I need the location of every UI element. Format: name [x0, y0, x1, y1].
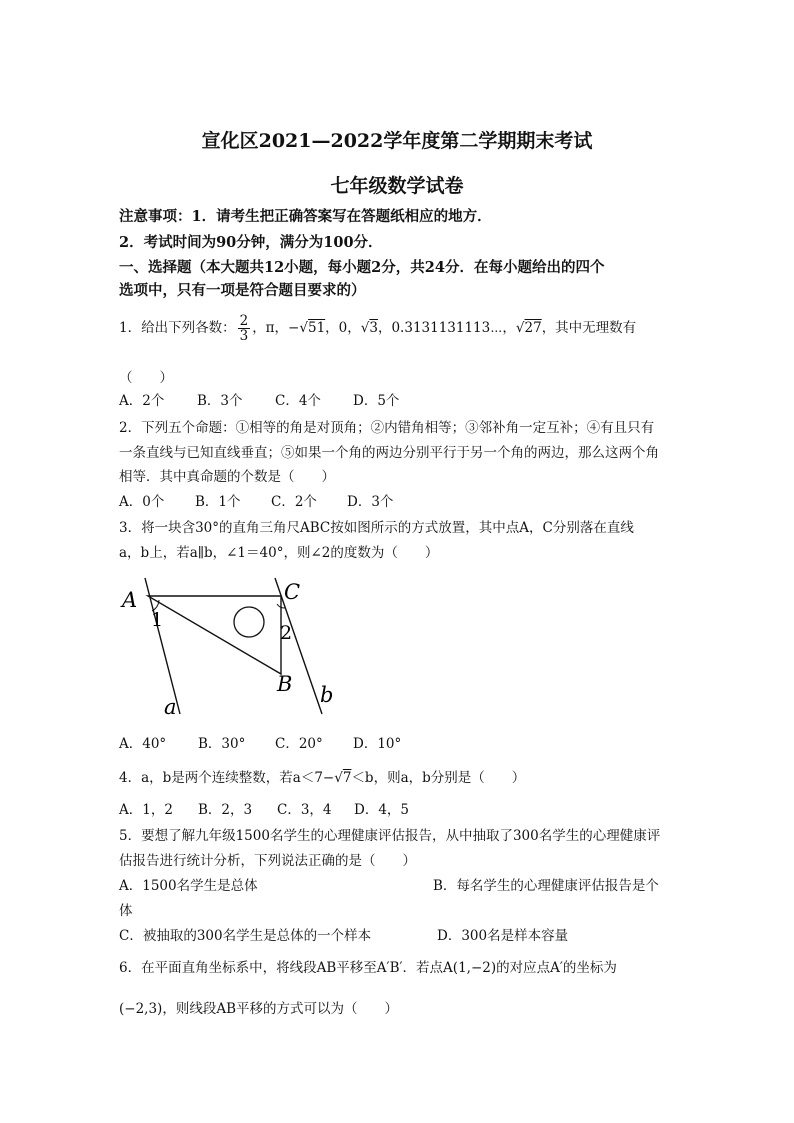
q4-option-b: B．2，3 [198, 802, 253, 818]
section-heading-line-1: 一、选择题（本大题共12小题，每小题2分，共24分．在每小题给出的四个 [119, 259, 605, 276]
q1-option-d: D．5个 [353, 393, 400, 409]
section-heading-line-2: 选项中，只有一项是符合题目要求的） [119, 282, 366, 299]
question-2-line-2: 一条直线与已知直线垂直；⑤如果一个角的两边分别平行于另一个角的两边，那么这两个角 [119, 445, 659, 461]
q2-option-c: C．2个 [271, 494, 317, 510]
q4-option-d: D．4，5 [354, 802, 410, 818]
q3-option-b: B．30° [198, 736, 246, 752]
q3-option-c: C．20° [275, 736, 323, 752]
notes-line-2: 2．考试时间为90分钟，满分为100分． [119, 234, 383, 251]
triangle-figure [118, 574, 348, 722]
q2-option-d: D．3个 [347, 494, 394, 510]
q3-option-a: A．40° [119, 736, 167, 752]
q2-option-a: A．0个 [119, 494, 165, 510]
label-angle-2: 2 [280, 622, 293, 644]
q4-option-a: A．1，2 [119, 802, 173, 818]
question-2-options [119, 490, 393, 510]
question-6-line-2: (−2,3)，则线段AB平移的方式可以为（ ） [119, 1001, 398, 1017]
q3-option-d: D．10° [353, 736, 402, 752]
question-5-line-1: 5．要想了解九年级1500名学生的心理健康评估报告，从中抽取了300名学生的心理健康评 [119, 828, 661, 844]
question-2-line-1: 2．下列五个命题：①相等的角是对顶角；②内错角相等；③邻补角一定互补；④有且只有 [119, 420, 655, 436]
question-5-option-c: C．被抽取的300名学生是总体的一个样本 [119, 928, 372, 944]
label-b: b [320, 683, 334, 707]
line-a [145, 578, 180, 714]
label-A: A [122, 588, 138, 612]
triangle-abc [148, 596, 281, 674]
fraction: $\frac{2}{3}$ [239, 313, 249, 345]
label-a: a [164, 695, 177, 719]
question-3-line-2: a，b上，若a∥b，∠1＝40°，则∠2的度数为（ ） [119, 545, 439, 561]
question-5-option-d: D．300名是样本容量 [437, 928, 569, 944]
q1-option-b: B．3个 [197, 393, 243, 409]
label-B: B [277, 672, 293, 696]
q2-option-b: B．1个 [195, 494, 241, 510]
question-3-line-1: 3．将一块含30°的直角三角尺ABC按如图所示的方式放置，其中点A，C分别落在直线 [119, 520, 634, 536]
question-1-paren: （ ） [119, 370, 173, 386]
q1-option-c: C．4个 [275, 393, 321, 409]
q1-option-a: A．2个 [119, 393, 165, 409]
exam-title: 宣化区2021—2022学年度第二学期期末考试 [201, 130, 593, 152]
question-1-line: 1．给出下列各数： $\frac{2}{3}$ ，π，−√51，0，√3，0.3131131113⋯，√27，其中无理数有 [119, 313, 637, 345]
question-5-option-b-cont: 体 [119, 903, 133, 919]
label-angle-1: 1 [151, 609, 164, 631]
question-5-line-2: 估报告进行统计分析，下列说法正确的是（ ） [119, 853, 416, 869]
label-C: C [284, 580, 301, 604]
question-5-option-a: A．1500名学生是总体 [119, 878, 258, 894]
notes-line-1: 注意事项：1．请考生把正确答案写在答题纸相应的地方． [119, 208, 492, 225]
question-5-option-b: B．每名学生的心理健康评估报告是个 [433, 878, 659, 894]
question-2-line-3: 相等．其中真命题的个数是（ ） [119, 469, 335, 485]
question-4-line: 4．a，b是两个连续整数，若a＜7−√7＜b，则a，b分别是（ ） [119, 770, 526, 786]
question-3-options [119, 732, 401, 752]
exam-subtitle: 七年级数学试卷 [330, 175, 464, 197]
question-1-options [119, 389, 399, 409]
question-6-line-1: 6．在平面直角坐标系中，将线段AB平移至A′B′．若点A(1,−2)的对应点A′的坐标为 [119, 960, 617, 976]
q4-option-c: C．3，4 [277, 802, 332, 818]
triangle-hole [234, 607, 264, 637]
question-4-options [119, 798, 409, 818]
